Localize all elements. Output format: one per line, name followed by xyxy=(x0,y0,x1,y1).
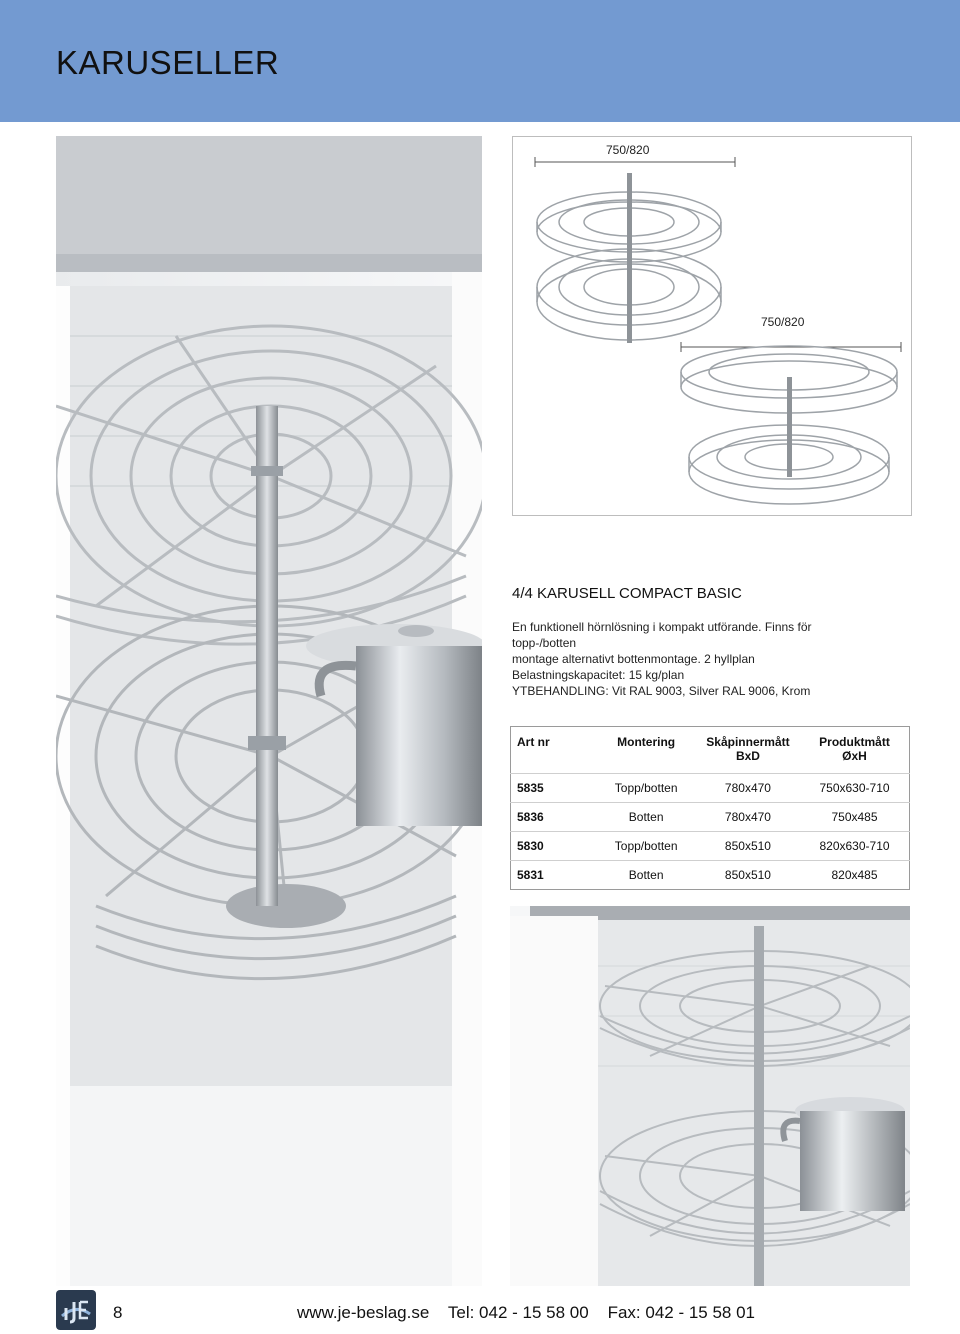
description-line: montage alternativt bottenmontage. 2 hyllplan xyxy=(512,652,755,666)
header-cabinet-sub: BxD xyxy=(735,749,760,763)
cell-mounting: Botten xyxy=(596,861,695,890)
page-title: KARUSELLER xyxy=(56,44,280,81)
cell-cabinet-size: 780x470 xyxy=(696,774,800,803)
page-number: 8 xyxy=(113,1303,123,1322)
cell-product-size: 750x485 xyxy=(800,803,909,832)
cell-mounting: Topp/botten xyxy=(596,774,695,803)
cell-cabinet-size: 850x510 xyxy=(696,832,800,861)
table-row xyxy=(511,861,910,890)
cell-mounting: Topp/botten xyxy=(596,832,695,861)
header-cabinet-size xyxy=(696,727,800,774)
table-row xyxy=(511,832,910,861)
header-product-sub: ØxH xyxy=(842,749,867,763)
table-header-row xyxy=(511,727,910,774)
je-logo-icon xyxy=(56,1290,96,1330)
table-row xyxy=(511,803,910,832)
spec-table xyxy=(510,726,910,890)
dimension-label-bottom: 750/820 xyxy=(761,315,805,329)
main-product-photo xyxy=(56,136,482,1286)
cell-art-nr: 5835 xyxy=(511,774,597,803)
installed-product-photo xyxy=(510,906,910,1286)
header-cabinet-label: Skåpinnermått xyxy=(706,735,790,749)
header-art-nr: Art nr xyxy=(517,735,550,749)
table-row xyxy=(511,774,910,803)
header-product-size xyxy=(800,727,909,774)
cell-mounting: Botten xyxy=(596,803,695,832)
cell-art-nr: 5830 xyxy=(511,832,597,861)
description-line: En funktionell hörnlösning i kompakt utförande. Finns för topp-/botten xyxy=(512,620,812,650)
cell-cabinet-size: 780x470 xyxy=(696,803,800,832)
header-product-label: Produktmått xyxy=(819,735,890,749)
product-title: 4/4 KARUSELL COMPACT BASIC xyxy=(512,585,742,602)
cell-product-size: 750x630-710 xyxy=(800,774,909,803)
cell-cabinet-size: 850x510 xyxy=(696,861,800,890)
dimension-diagram xyxy=(512,136,912,516)
description-line: Belastningskapacitet: 15 kg/plan xyxy=(512,668,685,682)
footer-contact: www.je-beslag.se Tel: 042 - 15 58 00 Fax: 042 - 15 58 01 xyxy=(297,1303,756,1322)
cell-art-nr: 5836 xyxy=(511,803,597,832)
dimension-label-top: 750/820 xyxy=(606,143,650,157)
cell-art-nr: 5831 xyxy=(511,861,597,890)
cell-product-size: 820x630-710 xyxy=(800,832,909,861)
cell-product-size: 820x485 xyxy=(800,861,909,890)
finish-info: YTBEHANDLING: Vit RAL 9003, Silver RAL 9006, Krom xyxy=(512,684,811,698)
page-header xyxy=(0,0,960,122)
header-mounting: Montering xyxy=(617,735,676,749)
product-description xyxy=(512,619,872,683)
